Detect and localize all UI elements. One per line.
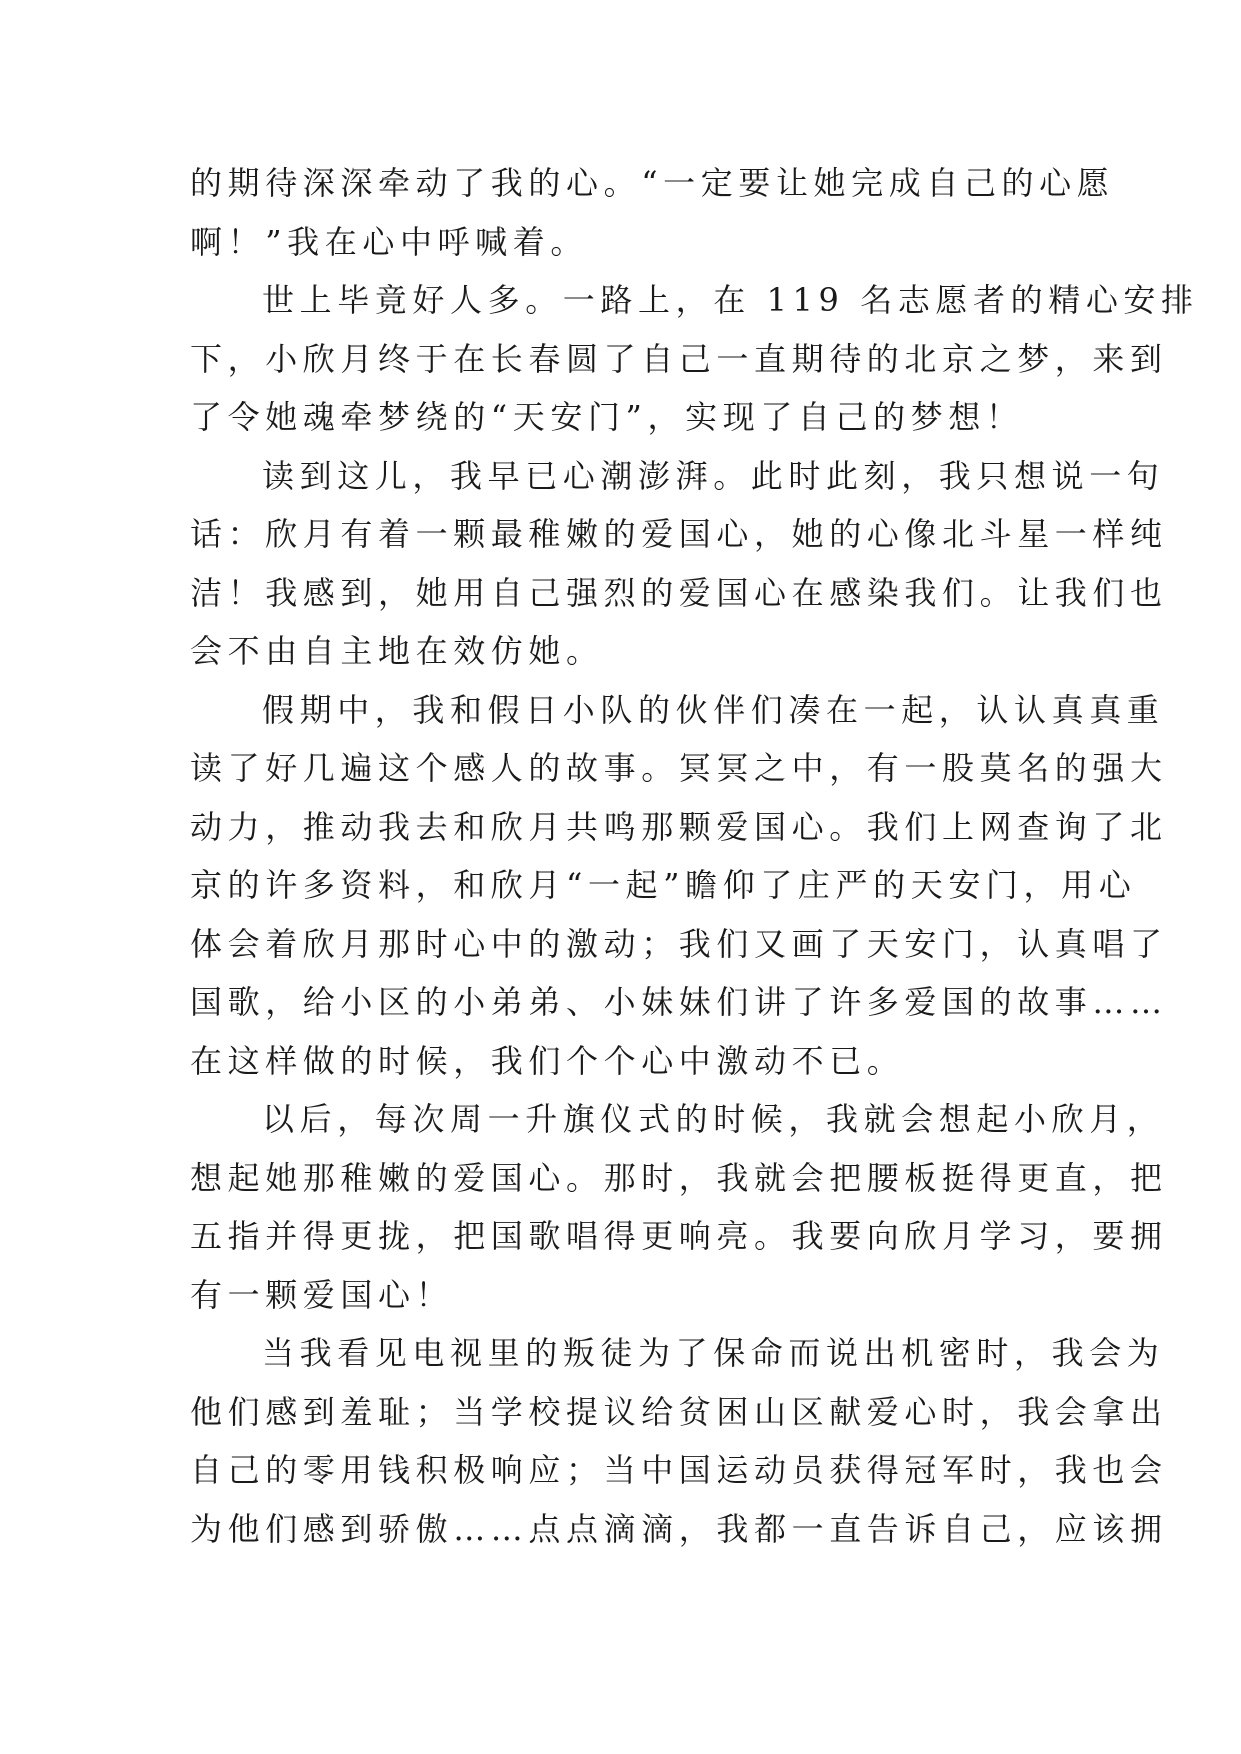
- text-line: 自己的零用钱积极响应；当中国运动员获得冠军时，我也会: [190, 1451, 1168, 1489]
- text-line: 世上毕竟好人多。一路上，在 119 名志愿者的精心安排: [262, 281, 1199, 319]
- text-line: 国歌，给小区的小弟弟、小妹妹们讲了许多爱国的故事……: [190, 983, 1168, 1021]
- text-line: 在这样做的时候，我们个个心中激动不已。: [190, 1041, 905, 1080]
- text-line: 的期待深深牵动了我的心。“一定要让她完成自己的心愿: [190, 164, 1115, 202]
- text-line: 他们感到羞耻；当学校提议给贫困山区献爱心时，我会拿出: [190, 1392, 1168, 1431]
- text-line: 以后，每次周一升旗仪式的时候，我就会想起小欣月，: [262, 1100, 1165, 1138]
- text-line: 京的许多资料，和欣月“一起”瞻仰了庄严的天安门，用心: [190, 866, 1137, 904]
- text-line: 五指并得更拢，把国歌唱得更响亮。我要向欣月学习，要拥: [190, 1217, 1168, 1255]
- text-line: 下，小欣月终于在长春圆了自己一直期待的北京之梦，来到: [190, 339, 1168, 378]
- text-line: 想起她那稚嫩的爱国心。那时，我就会把腰板挺得更直，把: [190, 1158, 1168, 1197]
- text-line: 为他们感到骄傲……点点滴滴，我都一直告诉自己，应该拥: [190, 1509, 1168, 1548]
- text-line: 体会着欣月那时心中的激动；我们又画了天安门，认真唱了: [190, 924, 1168, 963]
- text-line: 会不由自主地在效仿她。: [190, 632, 604, 670]
- text-line: 话：欣月有着一颗最稚嫩的爱国心，她的心像北斗星一样纯: [190, 515, 1168, 553]
- text-line: 动力，推动我去和欣月共鸣那颗爱国心。我们上网查询了北: [190, 807, 1168, 846]
- text-line: 假期中，我和假日小队的伙伴们凑在一起，认认真真重: [262, 690, 1165, 729]
- text-line: 读到这儿，我早已心潮澎湃。此时此刻，我只想说一句: [262, 456, 1165, 495]
- text-line: 啊！”我在心中呼喊着。: [190, 222, 588, 261]
- essay-body: [190, 154, 1199, 1558]
- text-line: 洁！我感到，她用自己强烈的爱国心在感染我们。让我们也: [190, 573, 1168, 612]
- text-line: 有一颗爱国心！: [190, 1275, 454, 1314]
- text-line: 当我看见电视里的叛徒为了保命而说出机密时，我会为: [262, 1334, 1165, 1372]
- text-line: 读了好几遍这个感人的故事。冥冥之中，有一股莫名的强大: [190, 749, 1168, 787]
- text-line: 了令她魂牵梦绕的“天安门”，实现了自己的梦想！: [190, 398, 1024, 436]
